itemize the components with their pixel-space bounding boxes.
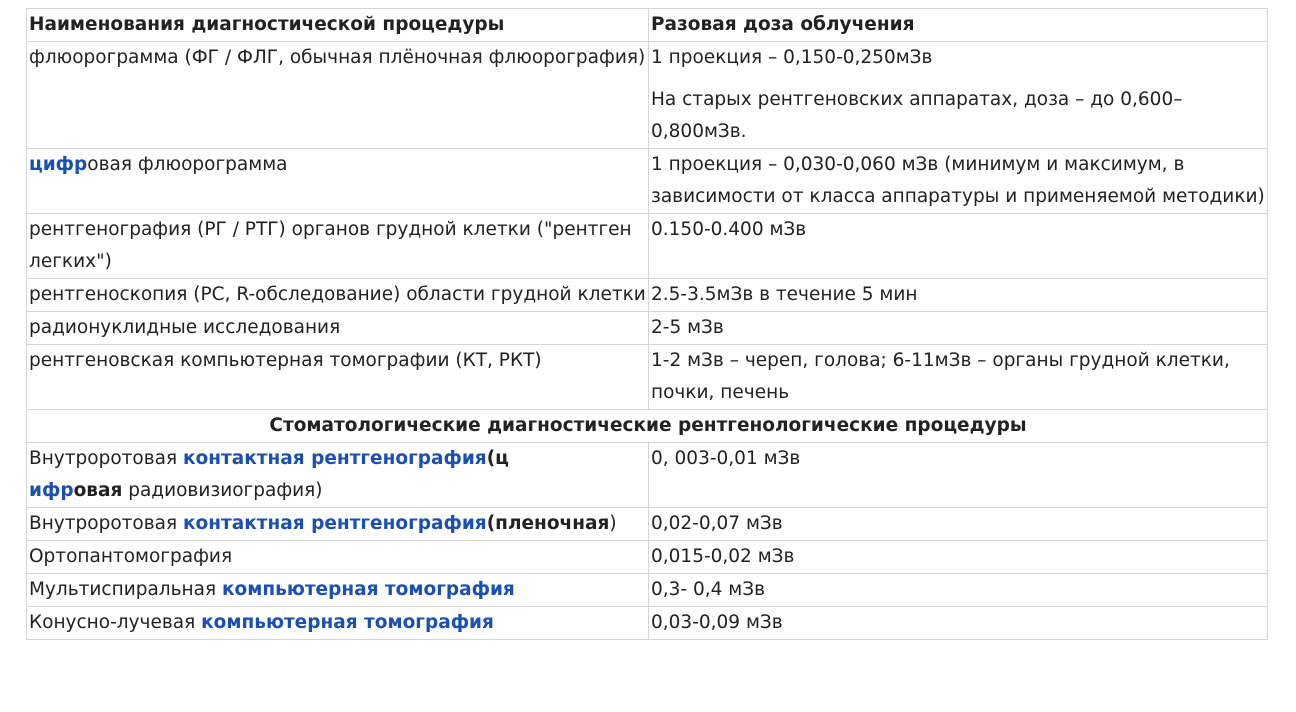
procedure-suffix: радиовизиография) <box>122 480 323 501</box>
table-row <box>27 312 1268 345</box>
dose-cell: 0,015-0,02 мЗв <box>649 541 1268 574</box>
dose-table-container <box>26 8 1268 640</box>
procedure-prefix: Мультиспиральная <box>29 579 222 600</box>
header-procedure: Наименования диагностической процедуры <box>27 9 649 42</box>
radiation-dose-table <box>26 8 1268 640</box>
dose-cell: 0,02-0,07 мЗв <box>649 508 1268 541</box>
table-row <box>27 443 1268 508</box>
procedure-prefix: Внутроротовая <box>29 513 183 534</box>
procedure-suffix: овая флюорограмма <box>87 154 288 175</box>
procedure-prefix[interactable]: ц <box>29 154 43 175</box>
procedure-cell: рентгенография (РГ / РТГ) органов грудной клетки ("рентген легких") <box>27 214 649 279</box>
dose-cell: 1 проекция – 0,030-0,060 мЗв (минимум и максимум, в зависимости от класса аппаратуры и применяемой методики) <box>649 149 1268 214</box>
dose-cell: 0,03-0,09 мЗв <box>649 607 1268 640</box>
procedure-cell: Ортопантомография <box>27 541 649 574</box>
procedure-link[interactable]: ифр <box>42 154 88 175</box>
procedure-cell <box>27 149 649 214</box>
dose-value: 1 проекция – 0,150-0,250мЗв <box>651 47 933 68</box>
procedure-link[interactable]: компьютерная томография <box>201 612 494 633</box>
procedure-prefix: Внутроротовая <box>29 448 183 469</box>
header-dose: Разовая доза облучения <box>649 9 1268 42</box>
procedure-link[interactable]: контактная рентгенография <box>182 513 487 534</box>
dose-cell <box>649 42 1268 149</box>
procedure-link[interactable]: ифр <box>29 480 74 501</box>
procedure-cell <box>27 508 649 541</box>
procedure-cell <box>27 574 649 607</box>
table-row <box>27 345 1268 410</box>
table-row <box>27 279 1268 312</box>
procedure-cell: рентгеновская компьютерная томографии (КТ, РКТ) <box>27 345 649 410</box>
table-row <box>27 508 1268 541</box>
section-row <box>27 410 1268 443</box>
procedure-link[interactable]: компьютерная томография <box>221 579 515 600</box>
table-row <box>27 149 1268 214</box>
table-row <box>27 574 1268 607</box>
procedure-cell <box>27 443 649 508</box>
procedure-cell: радионуклидные исследования <box>27 312 649 345</box>
dose-cell: 0,3- 0,4 мЗв <box>649 574 1268 607</box>
procedure-cell: флюорограмма (ФГ / ФЛГ, обычная плёночная флюорография) <box>27 42 649 149</box>
dose-cell: 2-5 мЗв <box>649 312 1268 345</box>
procedure-bold: овая <box>73 480 123 501</box>
table-row <box>27 607 1268 640</box>
section-title: Стоматологические диагностические рентгенологические процедуры <box>27 410 1268 443</box>
table-header-row <box>27 9 1268 42</box>
table-row <box>27 541 1268 574</box>
dose-cell: 1-2 мЗв – череп, голова; 6-11мЗв – органы грудной клетки, почки, печень <box>649 345 1268 410</box>
procedure-cell <box>27 607 649 640</box>
procedure-link[interactable]: контактная рентгенография <box>182 448 487 469</box>
table-row <box>27 42 1268 149</box>
procedure-prefix: Конусно-лучевая <box>29 612 202 633</box>
dose-cell: 0.150-0.400 мЗв <box>649 214 1268 279</box>
procedure-cell: рентгеноскопия (РС, R-обследование) области грудной клетки <box>27 279 649 312</box>
table-row <box>27 214 1268 279</box>
dose-cell: 0, 003-0,01 мЗв <box>649 443 1268 508</box>
dose-note: На старых рентгеновских аппаратах, доза – до 0,600–0,800мЗв. <box>651 89 1183 142</box>
dose-cell: 2.5-3.5мЗв в течение 5 мин <box>649 279 1268 312</box>
procedure-suffix: ) <box>609 513 617 534</box>
procedure-bold: (пленочная <box>486 513 610 534</box>
procedure-bold: (ц <box>486 448 509 469</box>
